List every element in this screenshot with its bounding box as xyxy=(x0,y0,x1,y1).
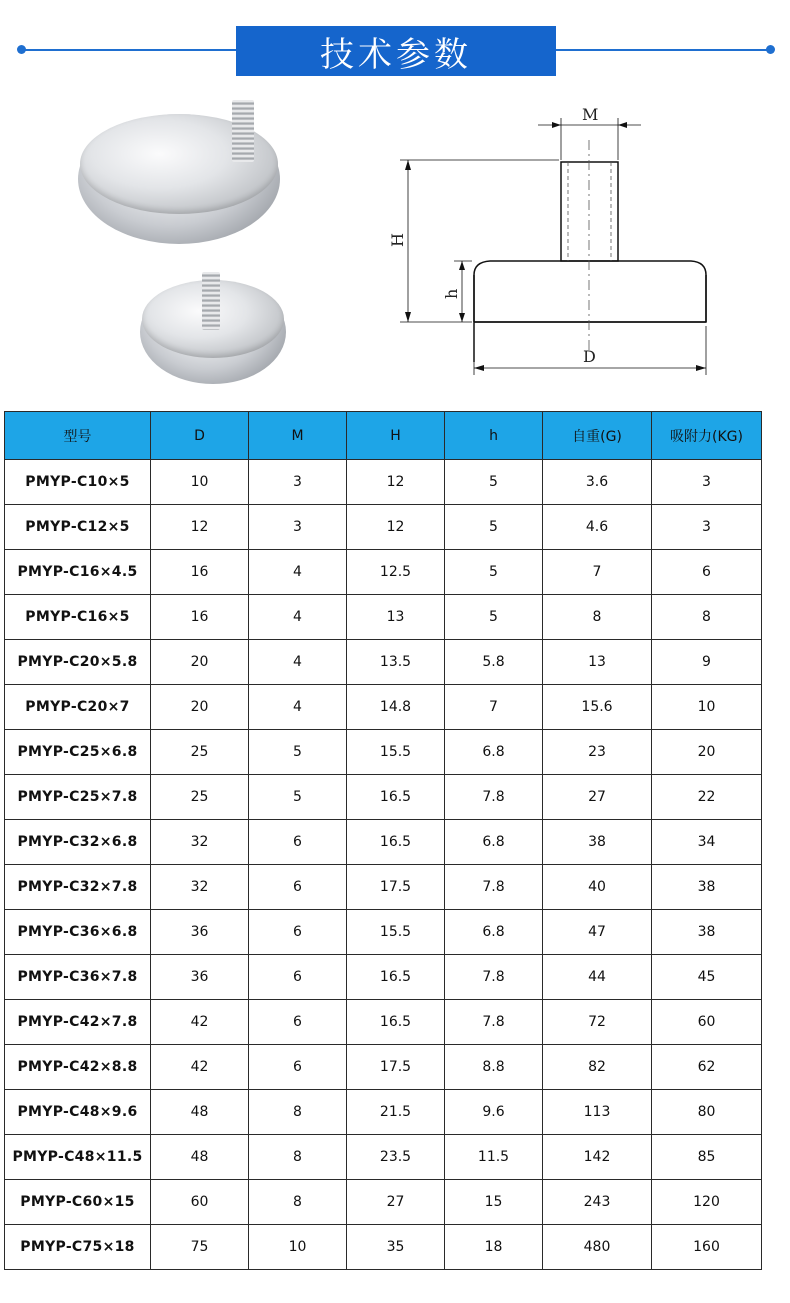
title-divider-right xyxy=(556,49,770,51)
cell-force: 85 xyxy=(652,1135,762,1180)
cell-M: 4 xyxy=(249,685,347,730)
cell-force: 45 xyxy=(652,955,762,1000)
col-header-force: 吸附力(KG) xyxy=(652,412,762,460)
col-header-model: 型号 xyxy=(5,412,151,460)
col-header-h: h xyxy=(445,412,543,460)
cell-M: 6 xyxy=(249,1045,347,1090)
cell-force: 10 xyxy=(652,685,762,730)
cell-D: 25 xyxy=(151,775,249,820)
cell-weight: 44 xyxy=(543,955,652,1000)
cell-h: 6.8 xyxy=(445,730,543,775)
cell-h: 5 xyxy=(445,505,543,550)
cell-weight: 47 xyxy=(543,910,652,955)
cell-force: 34 xyxy=(652,820,762,865)
cell-force: 80 xyxy=(652,1090,762,1135)
col-header-D: D xyxy=(151,412,249,460)
cell-H: 15.5 xyxy=(347,910,445,955)
label-M: M xyxy=(582,105,599,124)
cell-model: PMYP-C48×11.5 xyxy=(5,1135,151,1180)
cell-h: 18 xyxy=(445,1225,543,1270)
cell-h: 11.5 xyxy=(445,1135,543,1180)
cell-M: 8 xyxy=(249,1180,347,1225)
cell-force: 20 xyxy=(652,730,762,775)
title-dot-left xyxy=(17,45,26,54)
cell-H: 13.5 xyxy=(347,640,445,685)
cell-D: 32 xyxy=(151,820,249,865)
cell-model: PMYP-C60×15 xyxy=(5,1180,151,1225)
cell-H: 27 xyxy=(347,1180,445,1225)
cell-H: 17.5 xyxy=(347,865,445,910)
cell-D: 12 xyxy=(151,505,249,550)
product-photo-large xyxy=(78,100,280,245)
cell-model: PMYP-C42×8.8 xyxy=(5,1045,151,1090)
cell-D: 60 xyxy=(151,1180,249,1225)
cell-h: 7.8 xyxy=(445,865,543,910)
table-header-row xyxy=(5,412,762,460)
cell-H: 13 xyxy=(347,595,445,640)
cell-model: PMYP-C25×7.8 xyxy=(5,775,151,820)
table-row xyxy=(5,550,762,595)
cell-D: 48 xyxy=(151,1090,249,1135)
table-row xyxy=(5,595,762,640)
cell-M: 5 xyxy=(249,775,347,820)
cell-M: 4 xyxy=(249,640,347,685)
table-row xyxy=(5,1225,762,1270)
col-header-M: M xyxy=(249,412,347,460)
cell-D: 20 xyxy=(151,640,249,685)
table-row xyxy=(5,730,762,775)
cell-force: 6 xyxy=(652,550,762,595)
table-row xyxy=(5,820,762,865)
table-row xyxy=(5,865,762,910)
cell-force: 60 xyxy=(652,1000,762,1045)
cell-M: 6 xyxy=(249,1000,347,1045)
table-row xyxy=(5,955,762,1000)
stud-outline xyxy=(561,162,618,261)
cell-force: 3 xyxy=(652,505,762,550)
cell-weight: 113 xyxy=(543,1090,652,1135)
cell-M: 8 xyxy=(249,1090,347,1135)
cell-force: 9 xyxy=(652,640,762,685)
cell-H: 16.5 xyxy=(347,955,445,1000)
cell-model: PMYP-C32×7.8 xyxy=(5,865,151,910)
cell-D: 32 xyxy=(151,865,249,910)
cell-h: 5 xyxy=(445,595,543,640)
cell-weight: 15.6 xyxy=(543,685,652,730)
table-row xyxy=(5,640,762,685)
table-row xyxy=(5,775,762,820)
cell-model: PMYP-C36×7.8 xyxy=(5,955,151,1000)
cell-H: 16.5 xyxy=(347,1000,445,1045)
cell-H: 12 xyxy=(347,460,445,505)
cell-H: 14.8 xyxy=(347,685,445,730)
cell-D: 36 xyxy=(151,955,249,1000)
cell-h: 9.6 xyxy=(445,1090,543,1135)
table-body xyxy=(5,460,762,1270)
cell-weight: 23 xyxy=(543,730,652,775)
cell-H: 16.5 xyxy=(347,820,445,865)
cell-h: 7.8 xyxy=(445,775,543,820)
cell-H: 21.5 xyxy=(347,1090,445,1135)
cell-model: PMYP-C75×18 xyxy=(5,1225,151,1270)
cell-h: 5.8 xyxy=(445,640,543,685)
label-D: D xyxy=(583,347,596,366)
cell-model: PMYP-C25×6.8 xyxy=(5,730,151,775)
cell-model: PMYP-C20×7 xyxy=(5,685,151,730)
table-row xyxy=(5,910,762,955)
spec-table xyxy=(4,411,762,1270)
cell-H: 15.5 xyxy=(347,730,445,775)
cell-weight: 243 xyxy=(543,1180,652,1225)
cell-M: 8 xyxy=(249,1135,347,1180)
cell-weight: 13 xyxy=(543,640,652,685)
table-row xyxy=(5,1135,762,1180)
cell-D: 20 xyxy=(151,685,249,730)
cell-D: 10 xyxy=(151,460,249,505)
cell-M: 5 xyxy=(249,730,347,775)
cell-h: 7 xyxy=(445,685,543,730)
cell-force: 8 xyxy=(652,595,762,640)
cell-weight: 82 xyxy=(543,1045,652,1090)
cell-M: 6 xyxy=(249,955,347,1000)
cell-H: 12.5 xyxy=(347,550,445,595)
cell-D: 42 xyxy=(151,1045,249,1090)
cell-weight: 3.6 xyxy=(543,460,652,505)
cell-h: 5 xyxy=(445,460,543,505)
cell-D: 75 xyxy=(151,1225,249,1270)
cell-model: PMYP-C20×5.8 xyxy=(5,640,151,685)
page-title: 技术参数 xyxy=(236,26,556,76)
cell-M: 4 xyxy=(249,595,347,640)
cell-h: 7.8 xyxy=(445,1000,543,1045)
dimension-diagram xyxy=(378,100,718,385)
cell-h: 6.8 xyxy=(445,910,543,955)
cell-force: 62 xyxy=(652,1045,762,1090)
table-row xyxy=(5,460,762,505)
cell-force: 22 xyxy=(652,775,762,820)
cell-weight: 480 xyxy=(543,1225,652,1270)
cell-weight: 40 xyxy=(543,865,652,910)
cell-D: 25 xyxy=(151,730,249,775)
cell-weight: 7 xyxy=(543,550,652,595)
cell-model: PMYP-C48×9.6 xyxy=(5,1090,151,1135)
cell-force: 160 xyxy=(652,1225,762,1270)
cell-force: 3 xyxy=(652,460,762,505)
cell-D: 42 xyxy=(151,1000,249,1045)
cell-weight: 38 xyxy=(543,820,652,865)
cell-D: 16 xyxy=(151,550,249,595)
cell-H: 35 xyxy=(347,1225,445,1270)
cell-force: 38 xyxy=(652,865,762,910)
col-header-H: H xyxy=(347,412,445,460)
cell-model: PMYP-C42×7.8 xyxy=(5,1000,151,1045)
cell-H: 17.5 xyxy=(347,1045,445,1090)
cell-force: 38 xyxy=(652,910,762,955)
cell-force: 120 xyxy=(652,1180,762,1225)
cell-H: 16.5 xyxy=(347,775,445,820)
cell-M: 4 xyxy=(249,550,347,595)
col-header-weight: 自重(G) xyxy=(543,412,652,460)
cell-D: 16 xyxy=(151,595,249,640)
cell-H: 23.5 xyxy=(347,1135,445,1180)
cell-M: 3 xyxy=(249,505,347,550)
table-row xyxy=(5,1000,762,1045)
cell-model: PMYP-C16×4.5 xyxy=(5,550,151,595)
table-row xyxy=(5,505,762,550)
table-row xyxy=(5,1045,762,1090)
cell-weight: 4.6 xyxy=(543,505,652,550)
product-photo-small xyxy=(140,272,286,384)
cell-weight: 27 xyxy=(543,775,652,820)
cell-model: PMYP-C10×5 xyxy=(5,460,151,505)
cell-h: 7.8 xyxy=(445,955,543,1000)
cell-M: 6 xyxy=(249,820,347,865)
cell-model: PMYP-C32×6.8 xyxy=(5,820,151,865)
cell-H: 12 xyxy=(347,505,445,550)
label-H: H xyxy=(388,233,407,247)
cell-D: 48 xyxy=(151,1135,249,1180)
cell-model: PMYP-C16×5 xyxy=(5,595,151,640)
table-row xyxy=(5,1090,762,1135)
table-row xyxy=(5,685,762,730)
label-h: h xyxy=(442,288,461,299)
cell-M: 6 xyxy=(249,910,347,955)
cell-M: 3 xyxy=(249,460,347,505)
cell-weight: 142 xyxy=(543,1135,652,1180)
cell-model: PMYP-C36×6.8 xyxy=(5,910,151,955)
cell-h: 5 xyxy=(445,550,543,595)
cell-h: 15 xyxy=(445,1180,543,1225)
title-divider-left xyxy=(22,49,236,51)
cell-h: 8.8 xyxy=(445,1045,543,1090)
cell-M: 10 xyxy=(249,1225,347,1270)
cell-D: 36 xyxy=(151,910,249,955)
cell-h: 6.8 xyxy=(445,820,543,865)
cell-weight: 8 xyxy=(543,595,652,640)
cell-model: PMYP-C12×5 xyxy=(5,505,151,550)
cell-weight: 72 xyxy=(543,1000,652,1045)
table-row xyxy=(5,1180,762,1225)
cell-M: 6 xyxy=(249,865,347,910)
title-dot-right xyxy=(766,45,775,54)
